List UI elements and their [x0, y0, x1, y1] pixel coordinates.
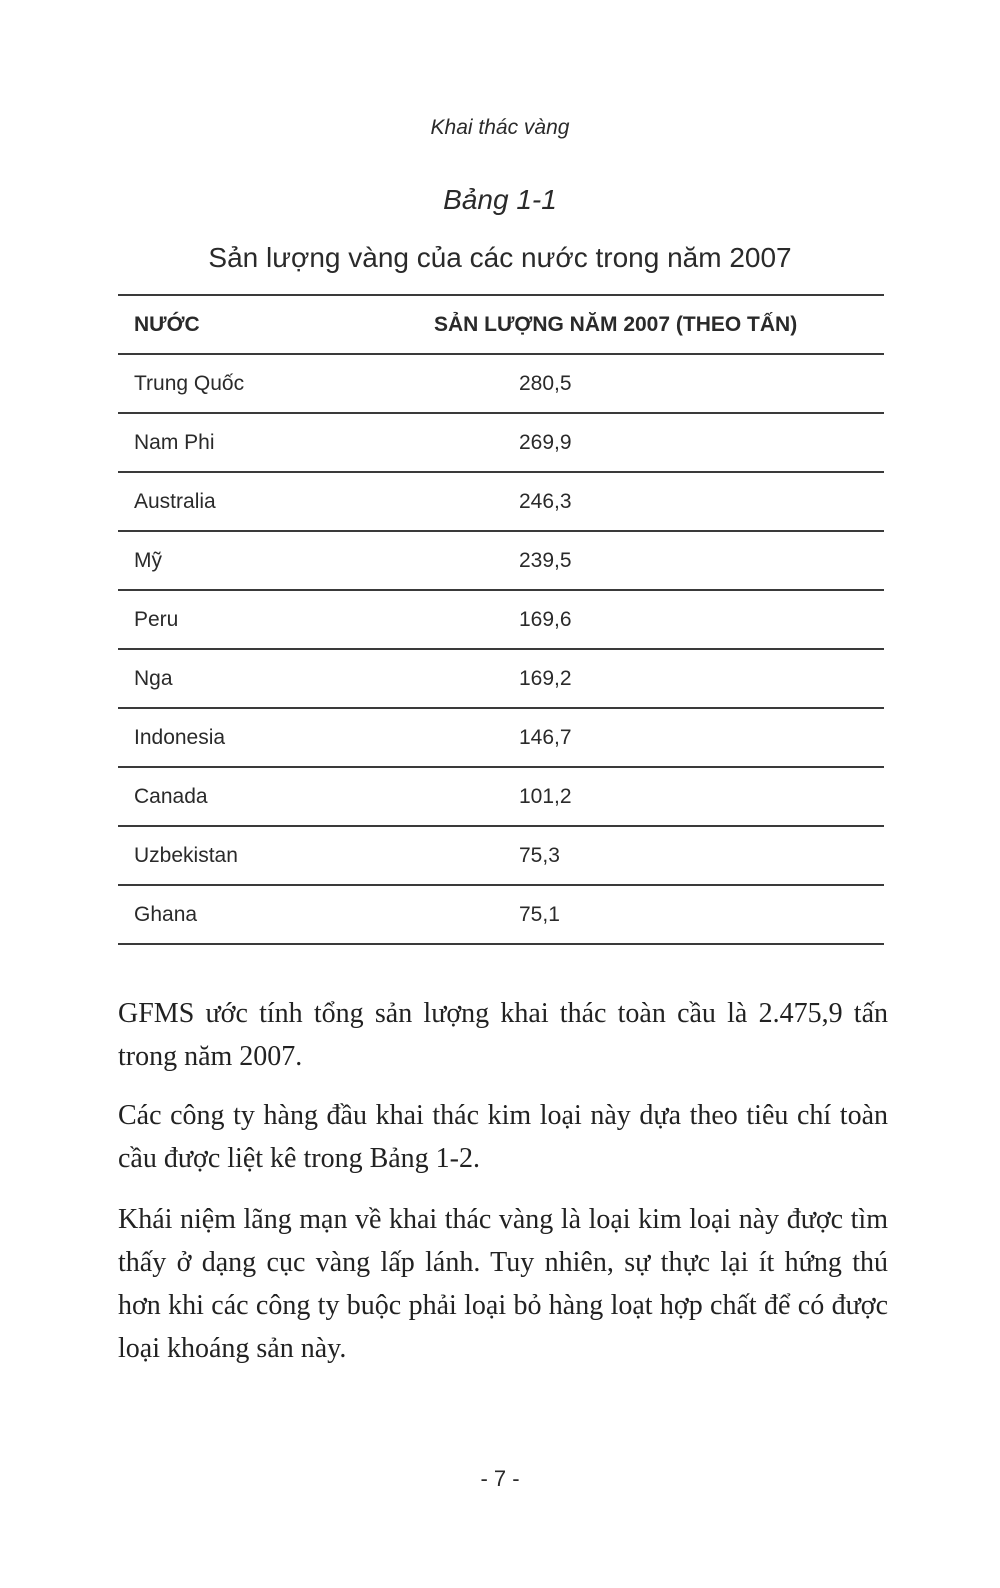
- table-row: [118, 767, 884, 826]
- table-row: [118, 413, 884, 472]
- table-row: [118, 708, 884, 767]
- table-row: [118, 649, 884, 708]
- table-header-row: [118, 295, 884, 354]
- output-cell: 246,3: [344, 472, 884, 531]
- column-header-output: SẢN LƯỢNG NĂM 2007 (THEO TẤN): [344, 295, 884, 354]
- table-row: [118, 472, 884, 531]
- country-cell: Indonesia: [118, 708, 344, 767]
- output-cell: 169,2: [344, 649, 884, 708]
- country-cell: Mỹ: [118, 531, 344, 590]
- table-caption: Sản lượng vàng của các nước trong năm 2007: [208, 242, 792, 273]
- output-cell: 280,5: [344, 354, 884, 413]
- table-label: Bảng 1-1: [443, 184, 557, 215]
- running-header: Khai thác vàng: [430, 116, 570, 139]
- table-row: [118, 826, 884, 885]
- paragraph-romantic-concept: Khái niệm lãng mạn về khai thác vàng là loại kim loại này được tìm thấy ở dạng cục vàng lấp lánh. Tuy nhiên, sự thực lại ít hứng thú hơn khi các công ty buộc phải loại bỏ hàng loạt hợp chất để có được loại khoáng sản này.: [118, 1204, 888, 1364]
- output-cell: 239,5: [344, 531, 884, 590]
- country-cell: Ghana: [118, 885, 344, 944]
- table-row: [118, 590, 884, 649]
- country-cell: Uzbekistan: [118, 826, 344, 885]
- output-cell: 75,1: [344, 885, 884, 944]
- paragraph-global-output: GFMS ước tính tổng sản lượng khai thác toàn cầu là 2.475,9 tấn trong năm 2007.: [118, 998, 888, 1072]
- country-cell: Australia: [118, 472, 344, 531]
- output-cell: 101,2: [344, 767, 884, 826]
- page-number: - 7 -: [480, 1466, 520, 1491]
- gold-production-table: [118, 294, 884, 945]
- paragraph-top-companies: Các công ty hàng đầu khai thác kim loại này dựa theo tiêu chí toàn cầu được liệt kê trong Bảng 1-2.: [118, 1100, 888, 1174]
- table-row: [118, 531, 884, 590]
- output-cell: 169,6: [344, 590, 884, 649]
- output-cell: 75,3: [344, 826, 884, 885]
- country-cell: Trung Quốc: [118, 354, 344, 413]
- table-row: [118, 354, 884, 413]
- country-cell: Nga: [118, 649, 344, 708]
- country-cell: Nam Phi: [118, 413, 344, 472]
- output-cell: 269,9: [344, 413, 884, 472]
- output-cell: 146,7: [344, 708, 884, 767]
- column-header-country: NƯỚC: [118, 295, 344, 354]
- country-cell: Peru: [118, 590, 344, 649]
- table-row: [118, 885, 884, 944]
- country-cell: Canada: [118, 767, 344, 826]
